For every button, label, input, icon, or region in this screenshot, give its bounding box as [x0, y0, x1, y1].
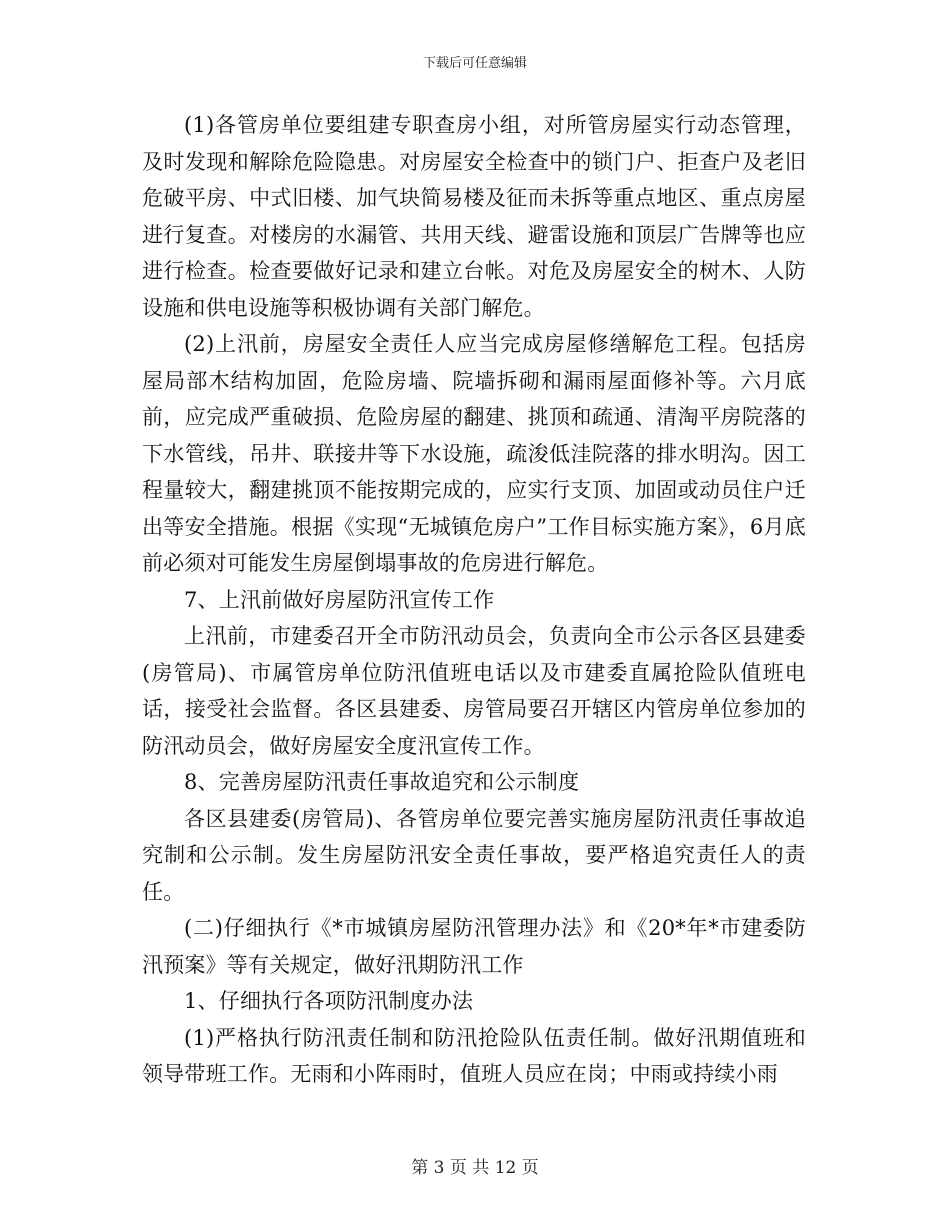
section-heading-7: 7、上汛前做好房屋防汛宣传工作 — [184, 587, 495, 612]
paragraph-section-8: 各区县建委(房管局)、各管房单位要完善实施房屋防汛责任事故追究制和公示制。发生房屋防汛安全责任事故，要严格追究责任人的责任。 — [142, 806, 806, 904]
paragraph-item-1-inspection: (1)各管房单位要组建专职查房小组，对所管房屋实行动态管理，及时发现和解除危险隐患。对房屋安全检查中的锁门户、拒查户及老旧危破平房、中式旧楼、加气块简易楼及征而未拆等重点地区、重点房屋进行复查。对楼房的水漏管、共用天线、避雷设施和顶层广告牌等也应进行检查。检查要做好记录和建立台帐。对危及房屋安全的树木、人防设施和供电设施等积极协调有关部门解危。 — [142, 113, 806, 320]
paragraph-item-1-duty: (1)严格执行防汛责任制和防汛抢险队伍责任制。做好汛期值班和领导带班工作。无雨和小阵雨时，值班人员应在岗；中雨或持续小雨 — [142, 1025, 806, 1086]
page-header: 下载后可任意编辑 — [422, 56, 527, 71]
page-number: 第 3 页 共 12 页 — [411, 1158, 539, 1178]
section-heading-8: 8、完善房屋防汛责任事故追究和公示制度 — [184, 770, 580, 794]
paragraph-item-2-repairs: (2)上汛前，房屋安全责任人应当完成房屋修缮解危工程。包括房屋局部木结构加固，危险房墙、院墙拆砌和漏雨屋面修补等。六月底前，应完成严重破损、危险房屋的翻建、挑顶和疏通、清淘平房院落的下水管线，吊井、联接井等下水设施，疏浚低洼院落的排水明沟。因工程量较大，翻建挑顶不能按期完成的，应实行支顶、加固或动员住户迁出等安全措施。根据《实现“无城镇危房户”工作目标实施方案》，6月底前必须对可能发生房屋倒塌事故的危房进行解危。 — [142, 332, 806, 575]
paragraph-section-7: 上汛前，市建委召开全市防汛动员会，负责向全市公示各区县建委(房管局)、市属管房单位防汛值班电话以及市建委直属抢险队值班电话，接受社会监督。各区县建委、房管局要召开辖区内管房单位参加的防汛动员会，做好房屋安全度汛宣传工作。 — [142, 624, 806, 758]
section-heading-part-2: (二)仔细执行《*市城镇房屋防汛管理办法》和《20*年*市建委防汛预案》等有关规定，做好汛期防汛工作 — [142, 916, 806, 977]
document-body — [142, 107, 806, 1093]
subsection-heading-1: 1、仔细执行各项防汛制度办法 — [184, 989, 474, 1013]
